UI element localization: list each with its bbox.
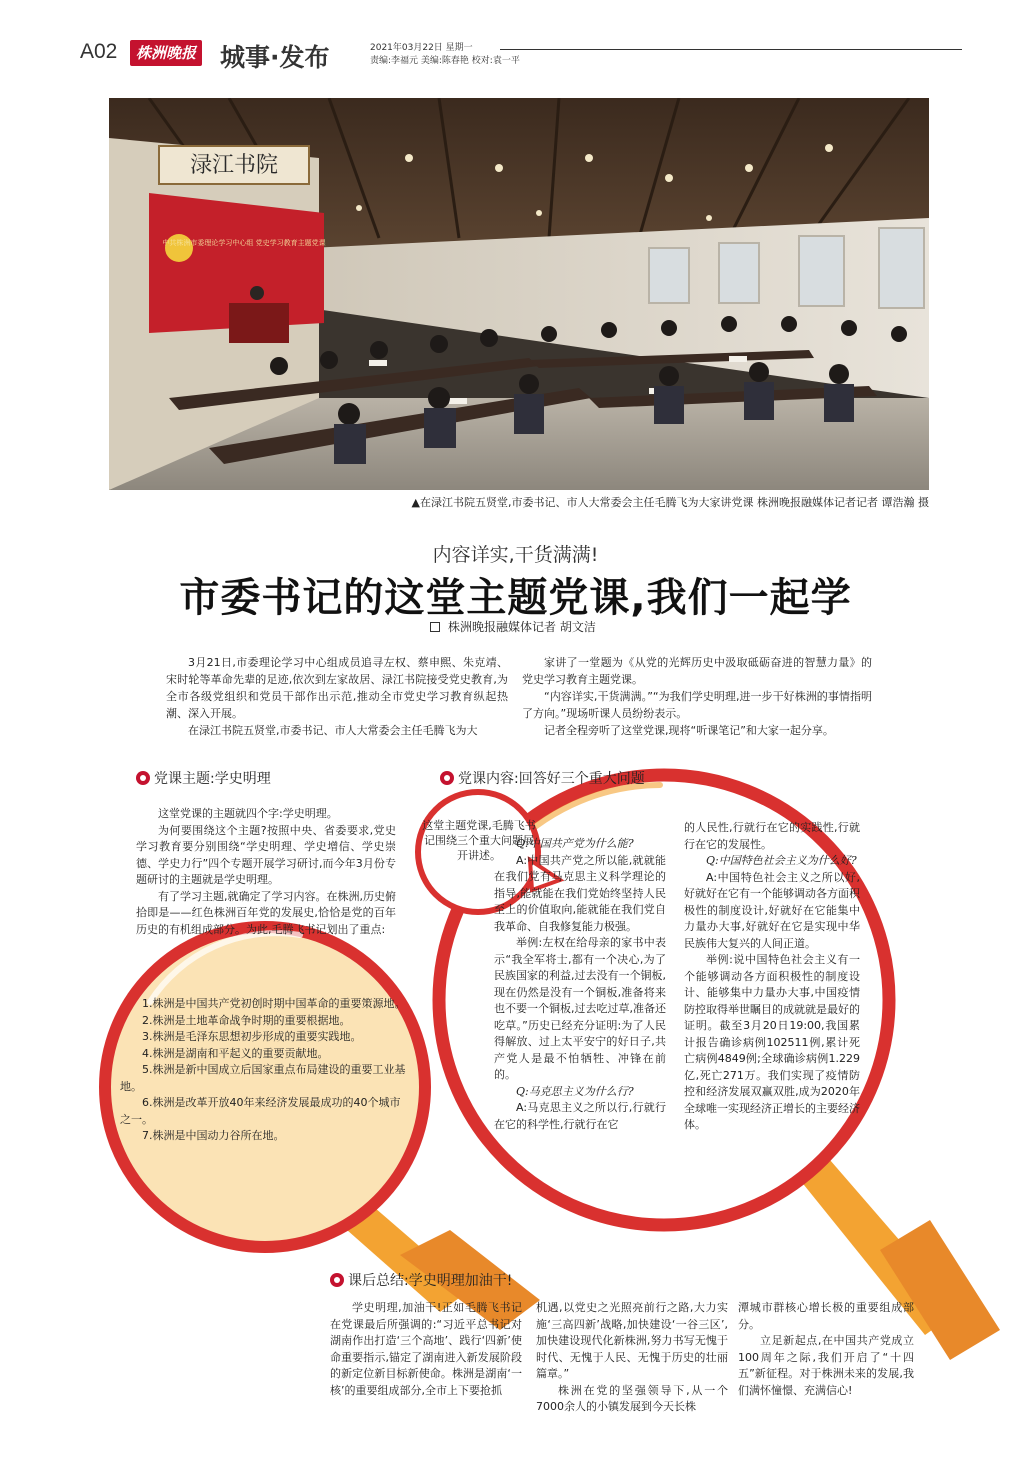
intro-paragraph: 家讲了一堂题为《从党的光辉历史中汲取砥砺奋进的智慧力量》的党史学习教育主题党课。 [522, 656, 872, 686]
body-paragraph: 这堂党课的主题就四个字:学史明理。 [158, 807, 338, 820]
summary-paragraph: 潭城市群核心增长极的重要组成部分。 [738, 1301, 914, 1331]
section1-body [136, 806, 396, 938]
section2-column-2 [684, 820, 860, 1134]
summary-paragraph: 学史明理,加油干!正如毛腾飞书记在党课最后所强调的:“习近平总书记对湖南作出打造‘三个高地’、践行‘四新’使命重要指示,锚定了湖南进入新发展阶段的新定位新目标新使命。株洲是湖南‘一核’的重要组成部分,全市上下要抢抓 [330, 1301, 522, 1397]
article-subtitle: 内容详实,干货满满! [432, 544, 599, 566]
intro-paragraph: 记者全程旁听了这堂党课,现将“听课笔记”和大家一起分享。 [544, 724, 834, 737]
issue-date: 2021年03月22日 星期一 [370, 43, 473, 53]
key-point: 2.株洲是土地革命战争时期的重要根据地。 [142, 1013, 351, 1027]
example-paragraph: 举例:说中国特色社会主义有一个能够调动各方面积极性的制度设计、能够集中力量办大事,中国疫情防控取得举世瞩目的成就就是最好的证明。截至3月20日19:00,我国累计报告确诊病例102511例,累计死亡病例4849例;全球确诊病例1.229亿,死亡271万。我们实现了疫情防控和经济发展双赢双胜,成为2020年全球唯一实现经济正增长的主要经济体。 [684, 953, 860, 1131]
section2-column-1 [494, 836, 666, 1133]
bullet-dot-icon [136, 771, 150, 785]
section-name: 城事·发布 [220, 43, 330, 72]
photo-caption: ▲在渌江书院五贤堂,市委书记、市人大常委会主任毛腾飞为大家讲党课 株洲晚报融媒体记者记者 谭浩瀚 摄 [411, 496, 929, 509]
bullet-dot-icon [440, 771, 454, 785]
bullet-dot-icon [330, 1273, 344, 1287]
page-number: A02 [80, 40, 118, 63]
section-heading-theme [136, 768, 271, 788]
summary-paragraph: 株洲在党的坚强领导下,从一个7000余人的小镇发展到今天长株 [536, 1383, 728, 1413]
bubble-text: 这堂主题党课,毛腾飞书记围绕三个重大问题展开讲述。 [422, 819, 536, 862]
key-point: 6.株洲是改革开放40年来经济发展最成功的40个城市之一。 [120, 1096, 401, 1126]
editors-line: 责编:李福元 美编:陈春艳 校对:袁一平 [370, 56, 520, 66]
body-paragraph: 有了学习主题,就确定了学习内容。在株洲,历史俯拾即是——红色株洲百年党的发展史,恰恰是党的百年历史的有机组成部分。为此,毛腾飞书记划出了重点: [136, 889, 396, 936]
answer-paragraph: 的人民性,行就行在它的实践性,行就行在它的发展性。 [684, 821, 860, 851]
question: Q:中国共产党为什么能? [516, 837, 634, 850]
section-heading-text: 党课内容:回答好三个重大问题 [458, 771, 645, 787]
example-paragraph: 举例:左权在给母亲的家书中表示“我全军将士,都有一个决心,为了民族国家的利益,过去没有一个铜板,现在仍然是没有一个铜板,准备将来也不要一个铜板,过去吃过草,准备还吃草。”历史已经充分证明:为了人民得解放、过上太平安宁的好日子,共产党人是最不怕牺牲、冲锋在前的。 [494, 936, 666, 1081]
key-point: 1.株洲是中国共产党初创时期中国革命的重要策源地。 [142, 997, 406, 1010]
question: Q:中国特色社会主义为什么好? [706, 854, 857, 867]
summary-column-3 [738, 1300, 914, 1399]
plaque-text: 渌江书院 [189, 153, 279, 178]
section-heading-text: 课后总结:学史明理加油干! [348, 1273, 513, 1289]
key-point: 3.株洲是毛泽东思想初步形成的重要实践地。 [142, 1030, 362, 1043]
key-point: 7.株洲是中国动力谷所在地。 [142, 1129, 285, 1142]
answer-paragraph: A:马克思主义之所以行,行就行在它的科学性,行就行在它 [494, 1101, 666, 1131]
section-heading-summary [330, 1270, 512, 1290]
summary-paragraph: 立足新起点,在中国共产党成立100周年之际,我们开启了“十四五”新征程。对于株洲未来的发展,我们满怀憧憬、充满信心! [738, 1334, 914, 1397]
answer-paragraph: A:中国共产党之所以能,就就能在我们党有马克思主义科学理论的指导,能就能在我们党始终坚持人民至上的价值取向,能就能在我们党自我革命、自我修复能力极强。 [494, 853, 666, 933]
answer-paragraph: A:中国特色社会主义之所以好,好就好在它有一个能够调动各方面积极性的制度设计,好就好在它能集中力量办大事,好就好在它是实现中华民族伟大复兴的人间正道。 [684, 870, 860, 950]
intro-paragraph: 在渌江书院五贤堂,市委书记、市人大常委会主任毛腾飞为大 [188, 724, 478, 737]
intro-paragraph: 3月21日,市委理论学习中心组成员追寻左权、蔡申熙、朱克靖、宋时轮等革命先辈的足迹,依次到左家故居、渌江书院接受党史教育,为全市各级党组织和党员干部作出示范,推动全市党史学习教育纵起热潮、深入开展。 [166, 656, 508, 720]
byline-text: 株洲晚报融媒体记者 胡文洁 [448, 620, 596, 634]
summary-column-1 [330, 1300, 522, 1399]
key-point: 4.株洲是湖南和平起义的重要贡献地。 [142, 1046, 329, 1060]
body-paragraph: 为何要围绕这个主题?按照中央、省委要求,党史学习教育要分别围绕“学史明理、学史增信、学史崇德、学史力行”四个专题开展学习研讨,而今年3月份专题研讨的主题就是学史明理。 [136, 823, 396, 886]
section-heading-text: 党课主题:学史明理 [154, 771, 271, 787]
summary-column-2 [536, 1300, 728, 1416]
summary-paragraph: 机遇,以党史之光照亮前行之路,大力实施‘三高四新’战略,加快建设‘一谷三区’,加快建设现代化新株洲,努力书写无愧于时代、无愧于人民、无愧于历史的壮丽篇章。” [536, 1301, 728, 1380]
question: Q:马克思主义为什么行? [516, 1084, 634, 1098]
newspaper-logo: 株洲晚报 [130, 40, 202, 66]
banner-text: 中共株洲市委理论学习中心组 党史学习教育主题党课 [162, 239, 326, 247]
article-title: 市委书记的这堂主题党课,我们一起学 [179, 575, 852, 621]
key-point: 5.株洲是新中国成立后国家重点布局建设的重要工业基地。 [120, 1063, 406, 1093]
key-points-list [120, 996, 410, 1145]
intro-paragraph: “内容详实,干货满满。”“为我们学史明理,进一步干好株洲的事情指明了方向。”现场听课人员纷纷表示。 [522, 690, 872, 720]
section-heading-content [440, 768, 645, 788]
